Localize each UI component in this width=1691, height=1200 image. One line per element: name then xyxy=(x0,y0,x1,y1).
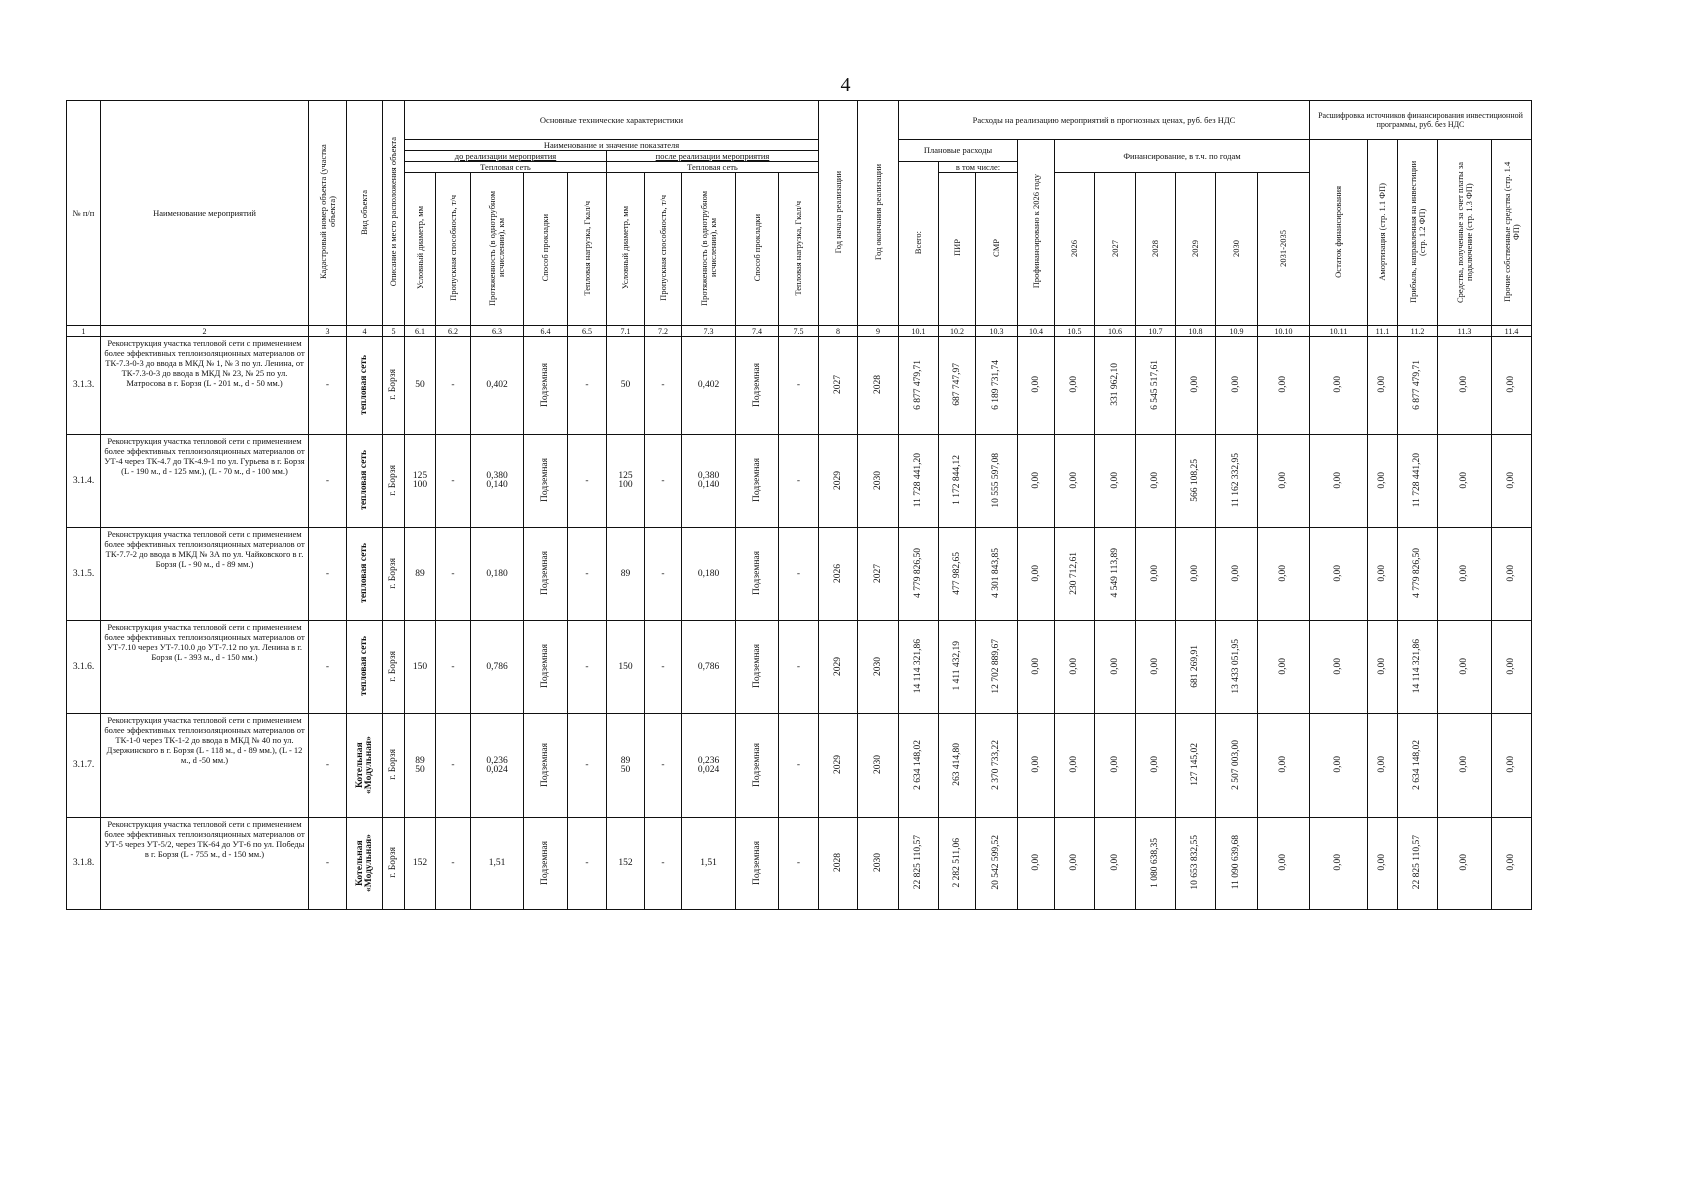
financing-2026: 0,00 xyxy=(1055,337,1095,435)
length-after: 0,236 0,024 xyxy=(682,714,736,818)
object-location: г. Борзя xyxy=(383,818,405,910)
cost-pir: 263 414,80 xyxy=(939,714,976,818)
financing-2031-2035: 0,00 xyxy=(1258,818,1310,910)
header-src-1: Амортизация (стр. 1.1 ФП) xyxy=(1368,140,1398,326)
financing-2030: 13 433 051,95 xyxy=(1216,621,1258,714)
method-after: Подземная xyxy=(736,528,779,621)
financing-2027: 0,00 xyxy=(1095,714,1136,818)
cost-smr: 4 301 843,85 xyxy=(976,528,1018,621)
header-total: Всего: xyxy=(899,162,939,326)
column-number: 10.1 xyxy=(899,326,939,337)
header-method-after: Способ прокладки xyxy=(736,173,779,326)
length-after: 0,380 0,140 xyxy=(682,435,736,528)
financing-2031-2035: 0,00 xyxy=(1258,621,1310,714)
header-indicators: Наименование и значение показателя xyxy=(405,140,819,151)
column-number: 10.9 xyxy=(1216,326,1258,337)
object-type: тепловая сеть xyxy=(347,435,383,528)
cost-pir: 1 172 844,12 xyxy=(939,435,976,528)
prefinanced: 0,00 xyxy=(1018,818,1055,910)
header-planned: Плановые расходы xyxy=(899,140,1018,162)
cadastral-number: - xyxy=(309,435,347,528)
column-number: 6.5 xyxy=(568,326,607,337)
capacity-after: - xyxy=(645,337,682,435)
object-type: тепловая сеть xyxy=(347,337,383,435)
year-start: 2028 xyxy=(819,818,858,910)
column-number-row xyxy=(67,326,1532,337)
header-year-2029: 2029 xyxy=(1176,173,1216,326)
diameter-before: 89 xyxy=(405,528,436,621)
load-before: - xyxy=(568,435,607,528)
header-src-2: Прибыль, направленная на инвестиции (стр. 1.2 ФП) xyxy=(1398,140,1438,326)
header-before: до реализации мероприятия xyxy=(405,151,607,162)
source-other: 0,00 xyxy=(1492,337,1532,435)
cost-total: 11 728 441,20 xyxy=(899,435,939,528)
prefinanced: 0,00 xyxy=(1018,714,1055,818)
header-num: № п/п xyxy=(67,101,101,326)
method-after: Подземная xyxy=(736,337,779,435)
prefinanced: 0,00 xyxy=(1018,337,1055,435)
financing-2028: 0,00 xyxy=(1136,621,1176,714)
header-prefinanced: Профинансировано к 2026 году xyxy=(1018,140,1055,326)
method-after: Подземная xyxy=(736,435,779,528)
source-amortization: 0,00 xyxy=(1368,337,1398,435)
source-profit: 4 779 826,50 xyxy=(1398,528,1438,621)
financing-2026: 0,00 xyxy=(1055,818,1095,910)
cadastral-number: - xyxy=(309,818,347,910)
source-connection-fee: 0,00 xyxy=(1438,528,1492,621)
header-after: после реализации мероприятия xyxy=(607,151,819,162)
column-number: 6.1 xyxy=(405,326,436,337)
source-connection-fee: 0,00 xyxy=(1438,435,1492,528)
diameter-before: 152 xyxy=(405,818,436,910)
page-number: 4 xyxy=(840,74,851,96)
header-capacity-before: Пропускная способность, т/ч xyxy=(436,173,471,326)
column-number: 9 xyxy=(858,326,899,337)
financing-remainder: 0,00 xyxy=(1310,818,1368,910)
capacity-after: - xyxy=(645,435,682,528)
header-financing: Финансирование, в т.ч. по годам xyxy=(1055,140,1310,173)
header-length-after: Протяженность (в однотрубном исчислении), км xyxy=(682,173,736,326)
capacity-after: - xyxy=(645,818,682,910)
load-before: - xyxy=(568,621,607,714)
source-connection-fee: 0,00 xyxy=(1438,621,1492,714)
financing-2030: 0,00 xyxy=(1216,528,1258,621)
source-other: 0,00 xyxy=(1492,435,1532,528)
source-other: 0,00 xyxy=(1492,714,1532,818)
financing-2029: 0,00 xyxy=(1176,528,1216,621)
financing-2027: 0,00 xyxy=(1095,435,1136,528)
financing-2029: 0,00 xyxy=(1176,337,1216,435)
header-length-before: Протяженность (в однотрубном исчислении), км xyxy=(471,173,524,326)
financing-2028: 0,00 xyxy=(1136,714,1176,818)
diameter-after: 150 xyxy=(607,621,645,714)
load-after: - xyxy=(779,621,819,714)
load-before: - xyxy=(568,337,607,435)
year-end: 2030 xyxy=(858,714,899,818)
financing-remainder: 0,00 xyxy=(1310,435,1368,528)
header-load-after: Тепловая нагрузка, Гкал/ч xyxy=(779,173,819,326)
row-name: Реконструкция участка тепловой сети с применением более эффективных теплоизоляционных материалов от ТК-1-0 через ТК-1-2 до ввода в МКД № 40 по ул. Дзержинского в г. Борзя (L - 118 м., d - 89 мм.), (L - 12 м., d -50 мм.) xyxy=(101,714,309,818)
column-number: 7.1 xyxy=(607,326,645,337)
column-number: 10.2 xyxy=(939,326,976,337)
financing-2026: 0,00 xyxy=(1055,435,1095,528)
column-number: 7.3 xyxy=(682,326,736,337)
prefinanced: 0,00 xyxy=(1018,435,1055,528)
source-profit: 6 877 479,71 xyxy=(1398,337,1438,435)
row-number: 3.1.8. xyxy=(67,818,101,910)
financing-2030: 2 507 003,00 xyxy=(1216,714,1258,818)
financing-2027: 0,00 xyxy=(1095,818,1136,910)
financing-2029: 681 269,91 xyxy=(1176,621,1216,714)
table-body xyxy=(67,337,1532,910)
header-year-2026: 2026 xyxy=(1055,173,1095,326)
diameter-before: 50 xyxy=(405,337,436,435)
row-name: Реконструкция участка тепловой сети с применением более эффективных теплоизоляционных материалов от ТК-7.3-0-3 до ввода в МКД № 1, № 3 по ул. Ленина, от ТК-7.3-0-3 до ввода в МКД № 23, № 25 по ул. Матросова в г. Борзя (L - 201 м., d - 50 мм.) xyxy=(101,337,309,435)
length-after: 0,402 xyxy=(682,337,736,435)
diameter-after: 152 xyxy=(607,818,645,910)
financing-2026: 0,00 xyxy=(1055,714,1095,818)
column-number: 10.6 xyxy=(1095,326,1136,337)
cadastral-number: - xyxy=(309,337,347,435)
header-heat-network-before: Тепловая сеть xyxy=(405,162,607,173)
header-load-before: Тепловая нагрузка, Гкал/ч xyxy=(568,173,607,326)
cost-smr: 12 702 889,67 xyxy=(976,621,1018,714)
year-end: 2030 xyxy=(858,435,899,528)
capacity-before: - xyxy=(436,714,471,818)
header-src-4: Прочие собственные средства (стр. 1.4 ФП) xyxy=(1492,140,1532,326)
financing-2029: 127 145,02 xyxy=(1176,714,1216,818)
source-profit: 2 634 148,02 xyxy=(1398,714,1438,818)
source-other: 0,00 xyxy=(1492,528,1532,621)
financing-remainder: 0,00 xyxy=(1310,337,1368,435)
method-before: Подземная xyxy=(524,621,568,714)
table-row xyxy=(67,337,1532,435)
column-number: 11.4 xyxy=(1492,326,1532,337)
row-number: 3.1.6. xyxy=(67,621,101,714)
financing-remainder: 0,00 xyxy=(1310,528,1368,621)
column-number: 7.5 xyxy=(779,326,819,337)
header-year-end: Год окончания реализации xyxy=(858,101,899,326)
length-before: 0,380 0,140 xyxy=(471,435,524,528)
header-tech: Основные технические характеристики xyxy=(405,101,819,140)
load-after: - xyxy=(779,337,819,435)
load-after: - xyxy=(779,818,819,910)
source-connection-fee: 0,00 xyxy=(1438,714,1492,818)
cadastral-number: - xyxy=(309,714,347,818)
prefinanced: 0,00 xyxy=(1018,528,1055,621)
capacity-before: - xyxy=(436,818,471,910)
financing-2028: 0,00 xyxy=(1136,528,1176,621)
method-after: Подземная xyxy=(736,714,779,818)
year-end: 2030 xyxy=(858,818,899,910)
header-remainder: Остаток финансирования xyxy=(1310,140,1368,326)
method-before: Подземная xyxy=(524,435,568,528)
financing-2026: 230 712,61 xyxy=(1055,528,1095,621)
cost-smr: 10 555 597,08 xyxy=(976,435,1018,528)
diameter-before: 150 xyxy=(405,621,436,714)
capacity-after: - xyxy=(645,528,682,621)
year-start: 2027 xyxy=(819,337,858,435)
row-name: Реконструкция участка тепловой сети с применением более эффективных теплоизоляционных материалов от УТ-5 через УТ-5/2, через ТК-64 до УТ-6 по ул. Победы в г. Борзя (L - 755 м., d - 150 мм.) xyxy=(101,818,309,910)
column-number: 10.3 xyxy=(976,326,1018,337)
capacity-before: - xyxy=(436,621,471,714)
source-profit: 14 114 321,86 xyxy=(1398,621,1438,714)
header-cadastral: Кадастровый номер объекта (участка объекта) xyxy=(309,101,347,326)
diameter-after: 125 100 xyxy=(607,435,645,528)
row-number: 3.1.4. xyxy=(67,435,101,528)
cost-total: 6 877 479,71 xyxy=(899,337,939,435)
row-name: Реконструкция участка тепловой сети с применением более эффективных теплоизоляционных материалов от УТ-4 через ТК-4.7 до ТК-4.9-1 по ул. Гурьева в г. Борзя (L - 190 м., d - 125 мм.), (L - 70 м., d - 100 мм.) xyxy=(101,435,309,528)
header-smr: СМР xyxy=(976,173,1018,326)
prefinanced: 0,00 xyxy=(1018,621,1055,714)
year-start: 2029 xyxy=(819,621,858,714)
row-name: Реконструкция участка тепловой сети с применением более эффективных теплоизоляционных материалов от ТК-7.7-2 до ввода в МКД № 3А по ул. Чайковского в г. Борзя (L - 90 м., d - 89 мм.) xyxy=(101,528,309,621)
table-row xyxy=(67,435,1532,528)
year-end: 2027 xyxy=(858,528,899,621)
diameter-after: 89 50 xyxy=(607,714,645,818)
header-year-2030: 2030 xyxy=(1216,173,1258,326)
table-row xyxy=(67,528,1532,621)
financing-2031-2035: 0,00 xyxy=(1258,714,1310,818)
cadastral-number: - xyxy=(309,528,347,621)
financing-2028: 0,00 xyxy=(1136,435,1176,528)
financing-2031-2035: 0,00 xyxy=(1258,337,1310,435)
object-location: г. Борзя xyxy=(383,714,405,818)
method-after: Подземная xyxy=(736,621,779,714)
column-number: 6.4 xyxy=(524,326,568,337)
table-row xyxy=(67,714,1532,818)
column-number: 11.3 xyxy=(1438,326,1492,337)
financing-2027: 331 962,10 xyxy=(1095,337,1136,435)
object-type: тепловая сеть xyxy=(347,528,383,621)
year-end: 2030 xyxy=(858,621,899,714)
method-before: Подземная xyxy=(524,818,568,910)
header-name: Наименование мероприятий xyxy=(101,101,309,326)
length-before: 0,786 xyxy=(471,621,524,714)
header-capacity-after: Пропускная способность, т/ч xyxy=(645,173,682,326)
length-after: 0,786 xyxy=(682,621,736,714)
financing-2029: 566 108,25 xyxy=(1176,435,1216,528)
method-before: Подземная xyxy=(524,528,568,621)
source-amortization: 0,00 xyxy=(1368,528,1398,621)
year-end: 2028 xyxy=(858,337,899,435)
header-method-before: Способ прокладки xyxy=(524,173,568,326)
column-number: 6.3 xyxy=(471,326,524,337)
header-expenses: Расходы на реализацию мероприятий в прогнозных ценах, руб. без НДС xyxy=(899,101,1310,140)
row-number: 3.1.5. xyxy=(67,528,101,621)
column-number: 10.8 xyxy=(1176,326,1216,337)
row-name: Реконструкция участка тепловой сети с применением более эффективных теплоизоляционных материалов от УТ-7.10 через УТ-7.10.0 до УТ-7.12 по ул. Ленина в г. Борзя (L - 393 м., d - 150 мм.) xyxy=(101,621,309,714)
cost-total: 14 114 321,86 xyxy=(899,621,939,714)
column-number: 7.4 xyxy=(736,326,779,337)
column-number: 6.2 xyxy=(436,326,471,337)
diameter-before: 125 100 xyxy=(405,435,436,528)
financing-2029: 10 653 832,55 xyxy=(1176,818,1216,910)
table-row xyxy=(67,818,1532,910)
financing-remainder: 0,00 xyxy=(1310,714,1368,818)
object-type: тепловая сеть xyxy=(347,621,383,714)
column-number: 5 xyxy=(383,326,405,337)
cost-total: 4 779 826,50 xyxy=(899,528,939,621)
financing-2027: 4 549 113,89 xyxy=(1095,528,1136,621)
header-type: Вид объекта xyxy=(347,101,383,326)
investment-program-table xyxy=(66,100,1532,910)
object-location: г. Борзя xyxy=(383,528,405,621)
source-profit: 22 825 110,57 xyxy=(1398,818,1438,910)
load-before: - xyxy=(568,528,607,621)
cost-pir: 1 411 432,19 xyxy=(939,621,976,714)
financing-2031-2035: 0,00 xyxy=(1258,435,1310,528)
object-location: г. Борзя xyxy=(383,435,405,528)
header-diameter-before: Условный диаметр, мм xyxy=(405,173,436,326)
header-pir: ПИР xyxy=(939,173,976,326)
column-number: 10.11 xyxy=(1310,326,1368,337)
cost-total: 2 634 148,02 xyxy=(899,714,939,818)
capacity-after: - xyxy=(645,621,682,714)
capacity-before: - xyxy=(436,337,471,435)
load-after: - xyxy=(779,714,819,818)
length-before: 0,180 xyxy=(471,528,524,621)
diameter-after: 89 xyxy=(607,528,645,621)
year-start: 2029 xyxy=(819,714,858,818)
capacity-before: - xyxy=(436,528,471,621)
source-other: 0,00 xyxy=(1492,818,1532,910)
header-location: Описание и место расположения объекта xyxy=(383,101,405,326)
method-before: Подземная xyxy=(524,714,568,818)
table-row xyxy=(67,621,1532,714)
header-year-2027: 2027 xyxy=(1095,173,1136,326)
header-heat-network-after: Тепловая сеть xyxy=(607,162,819,173)
length-before: 0,402 xyxy=(471,337,524,435)
column-number: 1 xyxy=(67,326,101,337)
object-location: г. Борзя xyxy=(383,337,405,435)
method-before: Подземная xyxy=(524,337,568,435)
method-after: Подземная xyxy=(736,818,779,910)
column-number: 7.2 xyxy=(645,326,682,337)
length-before: 0,236 0,024 xyxy=(471,714,524,818)
cost-pir: 2 282 511,06 xyxy=(939,818,976,910)
source-amortization: 0,00 xyxy=(1368,818,1398,910)
header-year-2028: 2028 xyxy=(1136,173,1176,326)
cost-smr: 6 189 731,74 xyxy=(976,337,1018,435)
header-year-start: Год начала реализации xyxy=(819,101,858,326)
load-before: - xyxy=(568,818,607,910)
row-number: 3.1.7. xyxy=(67,714,101,818)
cadastral-number: - xyxy=(309,621,347,714)
column-number: 2 xyxy=(101,326,309,337)
load-after: - xyxy=(779,528,819,621)
object-type: Котельная «Модульная» xyxy=(347,714,383,818)
financing-2026: 0,00 xyxy=(1055,621,1095,714)
cost-pir: 477 982,65 xyxy=(939,528,976,621)
cost-pir: 687 747,97 xyxy=(939,337,976,435)
diameter-after: 50 xyxy=(607,337,645,435)
financing-2030: 11 090 639,68 xyxy=(1216,818,1258,910)
source-amortization: 0,00 xyxy=(1368,714,1398,818)
column-number: 10.4 xyxy=(1018,326,1055,337)
financing-2027: 0,00 xyxy=(1095,621,1136,714)
source-profit: 11 728 441,20 xyxy=(1398,435,1438,528)
load-after: - xyxy=(779,435,819,528)
source-connection-fee: 0,00 xyxy=(1438,337,1492,435)
financing-2031-2035: 0,00 xyxy=(1258,528,1310,621)
cost-smr: 20 542 599,52 xyxy=(976,818,1018,910)
table-header xyxy=(67,101,1532,337)
source-other: 0,00 xyxy=(1492,621,1532,714)
cost-smr: 2 370 733,22 xyxy=(976,714,1018,818)
column-number: 11.2 xyxy=(1398,326,1438,337)
source-connection-fee: 0,00 xyxy=(1438,818,1492,910)
header-src-3: Средства, полученные за счет платы за подключение (стр. 1.3 ФП) xyxy=(1438,140,1492,326)
financing-2030: 11 162 332,95 xyxy=(1216,435,1258,528)
length-before: 1,51 xyxy=(471,818,524,910)
object-location: г. Борзя xyxy=(383,621,405,714)
column-number: 10.7 xyxy=(1136,326,1176,337)
column-number: 11.1 xyxy=(1368,326,1398,337)
source-amortization: 0,00 xyxy=(1368,435,1398,528)
column-number: 10.5 xyxy=(1055,326,1095,337)
column-number: 10.10 xyxy=(1258,326,1310,337)
diameter-before: 89 50 xyxy=(405,714,436,818)
object-type: Котельная «Модульная» xyxy=(347,818,383,910)
header-year-2031-2035: 2031-2035 xyxy=(1258,173,1310,326)
financing-2028: 1 080 638,35 xyxy=(1136,818,1176,910)
source-amortization: 0,00 xyxy=(1368,621,1398,714)
header-sources: Расшифровка источников финансирования инвестиционной программы, руб. без НДС xyxy=(1310,101,1532,140)
financing-2030: 0,00 xyxy=(1216,337,1258,435)
capacity-after: - xyxy=(645,714,682,818)
year-start: 2026 xyxy=(819,528,858,621)
capacity-before: - xyxy=(436,435,471,528)
year-start: 2029 xyxy=(819,435,858,528)
cost-total: 22 825 110,57 xyxy=(899,818,939,910)
column-number: 3 xyxy=(309,326,347,337)
column-number: 4 xyxy=(347,326,383,337)
length-after: 0,180 xyxy=(682,528,736,621)
financing-2028: 6 545 517,61 xyxy=(1136,337,1176,435)
financing-remainder: 0,00 xyxy=(1310,621,1368,714)
row-number: 3.1.3. xyxy=(67,337,101,435)
column-number: 8 xyxy=(819,326,858,337)
header-diameter-after: Условный диаметр, мм xyxy=(607,173,645,326)
length-after: 1,51 xyxy=(682,818,736,910)
load-before: - xyxy=(568,714,607,818)
header-including: в том числе: xyxy=(939,162,1018,173)
